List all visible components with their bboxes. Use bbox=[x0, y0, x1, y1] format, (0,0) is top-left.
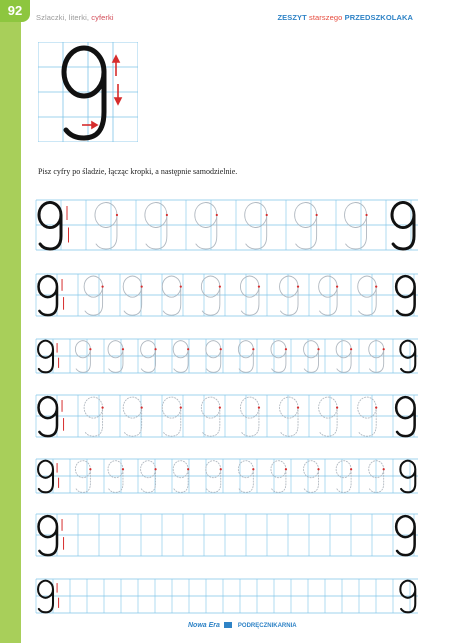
model-nine-right bbox=[396, 397, 414, 436]
trace-nine bbox=[271, 341, 286, 373]
footer-box-icon bbox=[224, 622, 232, 628]
model-nine-left bbox=[39, 397, 57, 436]
trace-nine bbox=[319, 276, 337, 315]
start-dot bbox=[89, 468, 91, 470]
start-dot bbox=[365, 214, 367, 216]
exercise-row-7 bbox=[36, 579, 418, 613]
model-nine-left bbox=[39, 276, 57, 315]
start-dot bbox=[350, 348, 352, 350]
trace-nine bbox=[75, 461, 90, 493]
start-dot bbox=[216, 214, 218, 216]
trace-nine bbox=[162, 276, 180, 315]
start-dot bbox=[141, 407, 143, 409]
trace-nine bbox=[280, 276, 298, 315]
trace-nine bbox=[206, 341, 221, 373]
start-dot bbox=[187, 468, 189, 470]
exercise-row-4 bbox=[36, 395, 418, 437]
model-nine-right bbox=[400, 461, 415, 493]
model-nine-left bbox=[38, 341, 53, 373]
header-right-part3: PRZEDSZKOLAKA bbox=[344, 13, 413, 22]
exercise-row-1 bbox=[36, 200, 418, 250]
trace-nine bbox=[358, 276, 376, 315]
exercise-row-6 bbox=[36, 514, 418, 556]
start-dot bbox=[350, 468, 352, 470]
start-dot bbox=[180, 286, 182, 288]
start-dot bbox=[297, 286, 299, 288]
trace-nine bbox=[84, 397, 102, 436]
trace-nine bbox=[238, 341, 253, 373]
start-dot bbox=[336, 286, 338, 288]
footer-publisher: PODRĘCZNIKARNIA bbox=[237, 623, 297, 629]
start-dot bbox=[122, 468, 124, 470]
start-dot bbox=[141, 286, 143, 288]
start-dot bbox=[297, 407, 299, 409]
start-dot bbox=[187, 348, 189, 350]
trace-nine bbox=[345, 203, 367, 249]
start-dot bbox=[154, 348, 156, 350]
start-dot bbox=[122, 348, 124, 350]
exercise-row-5 bbox=[36, 459, 418, 493]
start-dot bbox=[258, 407, 260, 409]
trace-nine bbox=[162, 397, 180, 436]
trace-nine bbox=[206, 461, 221, 493]
trace-nine bbox=[145, 203, 167, 249]
trace-nine bbox=[95, 203, 117, 249]
start-dot bbox=[375, 407, 377, 409]
footer-logo bbox=[188, 622, 297, 629]
header-left-text: Szlaczki, literki, bbox=[36, 13, 92, 22]
trace-nine bbox=[319, 397, 337, 436]
trace-nine bbox=[271, 461, 286, 493]
start-dot bbox=[258, 286, 260, 288]
start-dot bbox=[316, 214, 318, 216]
trace-nine bbox=[245, 203, 267, 249]
start-dot bbox=[285, 348, 287, 350]
trace-nine bbox=[358, 397, 376, 436]
model-nine-left bbox=[38, 581, 53, 613]
start-dot bbox=[180, 407, 182, 409]
model-nine-right bbox=[396, 516, 414, 555]
model-nine-left bbox=[39, 516, 57, 555]
exercise-row-2 bbox=[36, 274, 418, 316]
trace-nine bbox=[336, 461, 351, 493]
trace-nine bbox=[240, 397, 258, 436]
start-dot bbox=[266, 214, 268, 216]
model-nine-right bbox=[400, 581, 415, 613]
start-dot bbox=[219, 286, 221, 288]
start-dot bbox=[383, 348, 385, 350]
start-dot bbox=[252, 348, 254, 350]
start-dot bbox=[101, 407, 103, 409]
exercise-row-3 bbox=[36, 339, 418, 373]
start-dot bbox=[317, 468, 319, 470]
trace-nine bbox=[141, 461, 156, 493]
model-nine-right bbox=[396, 276, 414, 315]
start-dot bbox=[116, 214, 118, 216]
trace-nine bbox=[240, 276, 258, 315]
trace-nine bbox=[295, 203, 317, 249]
trace-nine bbox=[280, 397, 298, 436]
trace-nine bbox=[304, 341, 319, 373]
trace-nine bbox=[173, 461, 188, 493]
trace-nine bbox=[238, 461, 253, 493]
footer-brand: Nowa Era bbox=[188, 622, 220, 629]
trace-nine bbox=[195, 203, 217, 249]
model-nine-left bbox=[39, 203, 61, 249]
trace-nine bbox=[336, 341, 351, 373]
start-dot bbox=[317, 348, 319, 350]
page-number: 92 bbox=[0, 0, 30, 22]
trace-nine bbox=[84, 276, 102, 315]
model-nine-right bbox=[400, 341, 415, 373]
trace-nine bbox=[173, 341, 188, 373]
start-dot bbox=[154, 468, 156, 470]
trace-nine bbox=[304, 461, 319, 493]
instruction-text: Pisz cyfry po śladzie, łącząc kropki, a następnie samodzielnie. bbox=[38, 167, 238, 176]
trace-nine bbox=[141, 341, 156, 373]
trace-nine bbox=[75, 341, 90, 373]
start-dot bbox=[336, 407, 338, 409]
header-left-emphasis: cyferki bbox=[91, 13, 114, 22]
header-right-part2: starszego bbox=[309, 13, 345, 22]
start-dot bbox=[220, 468, 222, 470]
start-dot bbox=[101, 286, 103, 288]
start-dot bbox=[375, 286, 377, 288]
start-dot bbox=[252, 468, 254, 470]
model-nine-left bbox=[38, 461, 53, 493]
trace-nine bbox=[123, 276, 141, 315]
start-dot bbox=[89, 348, 91, 350]
start-dot bbox=[220, 348, 222, 350]
start-dot bbox=[166, 214, 168, 216]
start-dot bbox=[383, 468, 385, 470]
start-dot bbox=[285, 468, 287, 470]
trace-nine bbox=[123, 397, 141, 436]
start-dot bbox=[219, 407, 221, 409]
header-right-part1: ZESZYT bbox=[277, 13, 309, 22]
